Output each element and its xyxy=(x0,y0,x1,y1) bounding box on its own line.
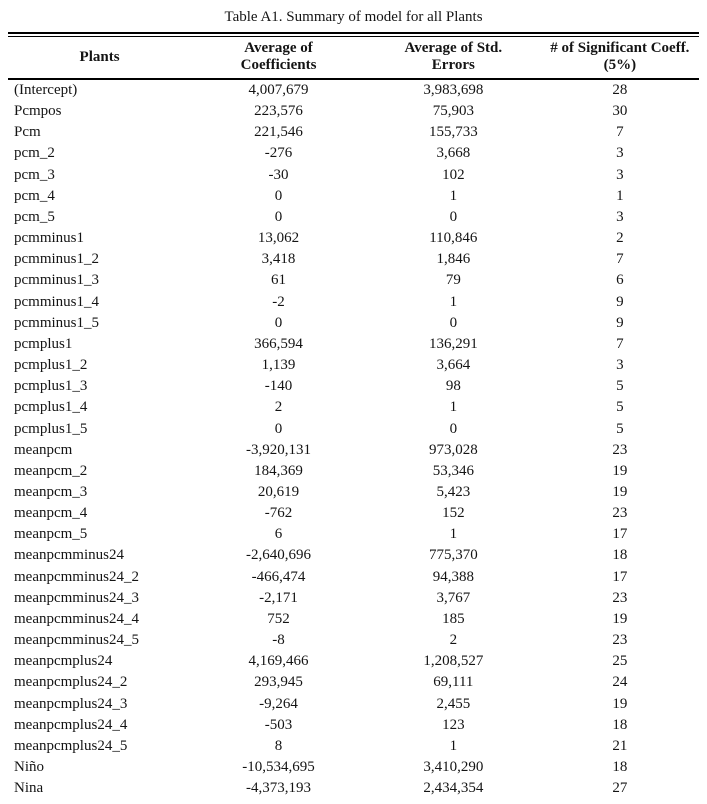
cell-plant: Pcm xyxy=(14,124,41,141)
cell-plant: pcm_3 xyxy=(14,166,55,183)
cell-average-coefficients: 13,062 xyxy=(257,230,300,247)
cell-average-coefficients: 20,619 xyxy=(257,483,300,500)
cell-average-coefficients: -276 xyxy=(264,145,293,162)
cell-significant-coeff: 7 xyxy=(616,335,624,352)
cell-plant: Pcmpos xyxy=(14,103,62,120)
table-row xyxy=(8,757,699,778)
cell-average-coefficients: -503 xyxy=(264,716,293,733)
table-row xyxy=(8,376,699,397)
cell-plant: meanpcm_4 xyxy=(14,505,88,522)
cell-average-coefficients: -762 xyxy=(264,505,293,522)
summary-table xyxy=(8,37,699,799)
column-header-significant-coeff xyxy=(541,37,699,79)
column-header-label: Average of Std. xyxy=(404,40,503,56)
cell-plant: Nina xyxy=(14,780,44,797)
cell-significant-coeff: 23 xyxy=(612,589,628,606)
column-header-label: Average of xyxy=(244,40,313,56)
cell-significant-coeff: 30 xyxy=(612,103,628,120)
cell-plant: pcm_4 xyxy=(14,187,55,204)
cell-significant-coeff: 7 xyxy=(616,124,624,141)
table-row xyxy=(8,143,699,164)
cell-plant: meanpcm_5 xyxy=(14,526,88,543)
cell-significant-coeff: 5 xyxy=(616,399,624,416)
column-header-label: Plants xyxy=(79,48,120,65)
cell-average-std-errors: 75,903 xyxy=(432,103,474,120)
cell-average-coefficients: -30 xyxy=(268,166,289,183)
table-row xyxy=(8,313,699,334)
cell-average-coefficients: 752 xyxy=(267,610,290,627)
cell-plant: pcmminus1_2 xyxy=(14,251,99,268)
cell-plant: pcm_2 xyxy=(14,145,55,162)
table-row xyxy=(8,630,699,651)
table-row xyxy=(8,461,699,482)
table-row xyxy=(8,567,699,588)
cell-significant-coeff: 17 xyxy=(612,568,628,585)
cell-plant: pcmplus1 xyxy=(14,335,73,352)
cell-average-coefficients: 0 xyxy=(274,314,283,331)
cell-average-coefficients: 0 xyxy=(274,187,283,204)
cell-average-std-errors: 0 xyxy=(449,314,458,331)
cell-average-coefficients: 0 xyxy=(274,420,283,437)
table-row xyxy=(8,207,699,228)
cell-average-std-errors: 1 xyxy=(449,399,458,416)
table-row xyxy=(8,482,699,503)
cell-significant-coeff: 9 xyxy=(616,314,624,331)
cell-average-coefficients: 3,418 xyxy=(261,251,296,268)
cell-significant-coeff: 3 xyxy=(616,208,624,225)
cell-average-std-errors: 5,423 xyxy=(436,483,471,500)
cell-average-std-errors: 973,028 xyxy=(428,441,478,458)
cell-average-coefficients: 1,139 xyxy=(261,357,296,374)
table-row xyxy=(8,186,699,207)
cell-average-coefficients: -2,171 xyxy=(259,589,298,606)
cell-significant-coeff: 5 xyxy=(616,420,624,437)
cell-significant-coeff: 18 xyxy=(612,716,628,733)
cell-average-coefficients: 61 xyxy=(271,272,287,289)
cell-average-coefficients: 184,369 xyxy=(254,462,303,479)
table-row xyxy=(8,334,699,355)
cell-significant-coeff: 25 xyxy=(612,653,628,670)
cell-average-std-errors: 155,733 xyxy=(428,124,478,141)
cell-average-std-errors: 1 xyxy=(449,293,458,310)
cell-average-std-errors: 110,846 xyxy=(429,230,478,247)
cell-average-coefficients: 8 xyxy=(274,737,283,754)
cell-plant: pcmminus1 xyxy=(14,230,84,247)
cell-average-coefficients: 0 xyxy=(274,208,283,225)
cell-average-coefficients: 4,007,679 xyxy=(248,82,309,98)
table-row xyxy=(8,524,699,545)
cell-average-std-errors: 98 xyxy=(445,378,461,395)
cell-average-coefficients: -140 xyxy=(264,378,293,395)
table-row xyxy=(8,355,699,376)
table-row xyxy=(8,736,699,757)
column-header-average-std-errors xyxy=(366,37,541,79)
table-header-row xyxy=(8,37,699,79)
cell-significant-coeff: 7 xyxy=(616,251,624,268)
cell-plant: meanpcmminus24_5 xyxy=(14,632,139,649)
cell-plant: pcmminus1_4 xyxy=(14,293,99,310)
cell-average-std-errors: 0 xyxy=(449,420,458,437)
cell-plant: pcmplus1_3 xyxy=(14,378,88,395)
cell-average-std-errors: 2,455 xyxy=(436,695,471,712)
cell-plant: meanpcmplus24_3 xyxy=(14,695,128,712)
cell-plant: meanpcmminus24_3 xyxy=(14,589,139,606)
cell-plant: (Intercept) xyxy=(14,82,78,98)
column-header-label: Coefficients xyxy=(240,57,317,73)
cell-significant-coeff: 18 xyxy=(612,759,628,775)
table-row xyxy=(8,545,699,566)
cell-average-std-errors: 123 xyxy=(442,716,465,733)
cell-average-coefficients: 2 xyxy=(274,399,283,416)
cell-average-std-errors: 79 xyxy=(445,272,461,289)
table-row xyxy=(8,249,699,270)
cell-average-std-errors: 2,434,354 xyxy=(423,780,484,797)
cell-average-coefficients: 6 xyxy=(274,526,283,543)
table-row xyxy=(8,715,699,736)
cell-significant-coeff: 19 xyxy=(612,483,628,500)
cell-average-std-errors: 1,846 xyxy=(436,251,471,268)
table-row xyxy=(8,397,699,418)
cell-significant-coeff: 18 xyxy=(612,547,628,564)
cell-average-std-errors: 1,208,527 xyxy=(423,653,484,670)
cell-average-coefficients: -466,474 xyxy=(251,568,306,585)
cell-average-coefficients: 4,169,466 xyxy=(248,653,309,670)
table-row xyxy=(8,588,699,609)
table-row xyxy=(8,228,699,249)
cell-plant: meanpcm xyxy=(14,441,73,458)
cell-significant-coeff: 19 xyxy=(612,610,628,627)
cell-significant-coeff: 27 xyxy=(612,780,628,797)
column-header-plants xyxy=(8,37,191,79)
table-row xyxy=(8,292,699,313)
cell-plant: pcmplus1_5 xyxy=(14,420,88,437)
cell-average-coefficients: -2,640,696 xyxy=(246,547,312,564)
cell-significant-coeff: 3 xyxy=(616,166,624,183)
cell-average-coefficients: -4,373,193 xyxy=(246,780,312,797)
cell-average-coefficients: -8 xyxy=(272,632,285,649)
column-header-label: Errors xyxy=(431,57,475,73)
column-header-label: # of Significant Coeff. xyxy=(550,40,690,56)
cell-plant: meanpcm_3 xyxy=(14,483,88,500)
cell-plant: meanpcmplus24_2 xyxy=(14,674,128,691)
cell-average-std-errors: 1 xyxy=(449,526,458,543)
cell-average-std-errors: 136,291 xyxy=(428,335,478,352)
cell-average-coefficients: 366,594 xyxy=(254,335,303,352)
cell-plant: pcmminus1_3 xyxy=(14,272,99,289)
cell-significant-coeff: 2 xyxy=(616,230,624,247)
cell-plant: meanpcmplus24_4 xyxy=(14,716,128,733)
cell-average-coefficients: -9,264 xyxy=(259,695,298,712)
table-row xyxy=(8,694,699,715)
cell-plant: meanpcmplus24_5 xyxy=(14,737,128,754)
cell-average-coefficients: -2 xyxy=(272,293,285,310)
cell-average-coefficients: 221,546 xyxy=(254,124,303,141)
table-body xyxy=(8,79,699,799)
cell-significant-coeff: 1 xyxy=(616,187,624,204)
cell-significant-coeff: 3 xyxy=(616,357,624,374)
table-row xyxy=(8,419,699,440)
cell-average-std-errors: 185 xyxy=(442,610,465,627)
cell-significant-coeff: 9 xyxy=(616,293,624,310)
cell-plant: meanpcmminus24_2 xyxy=(14,568,139,585)
cell-plant: pcmminus1_5 xyxy=(14,314,99,331)
cell-significant-coeff: 23 xyxy=(612,632,628,649)
cell-significant-coeff: 5 xyxy=(616,378,624,395)
cell-significant-coeff: 21 xyxy=(612,737,628,754)
cell-average-coefficients: -3,920,131 xyxy=(246,441,312,458)
cell-average-std-errors: 152 xyxy=(442,505,465,522)
table-row xyxy=(8,101,699,122)
column-header-average-coefficients xyxy=(191,37,366,79)
cell-average-coefficients: -10,534,695 xyxy=(242,759,315,775)
cell-plant: Niño xyxy=(14,759,44,775)
cell-significant-coeff: 24 xyxy=(612,674,628,691)
cell-plant: meanpcm_2 xyxy=(14,462,88,479)
cell-average-std-errors: 3,767 xyxy=(436,589,471,606)
table-row xyxy=(8,503,699,524)
table-row xyxy=(8,651,699,672)
table-header xyxy=(8,37,699,79)
table-row xyxy=(8,440,699,461)
cell-average-std-errors: 3,664 xyxy=(436,357,471,374)
cell-average-std-errors: 0 xyxy=(449,208,458,225)
table-row xyxy=(8,270,699,291)
cell-significant-coeff: 6 xyxy=(616,272,624,289)
cell-plant: pcmplus1_2 xyxy=(14,357,88,374)
table-row xyxy=(8,165,699,186)
table-row xyxy=(8,609,699,630)
cell-significant-coeff: 19 xyxy=(612,462,628,479)
cell-plant: pcm_5 xyxy=(14,208,55,225)
cell-average-std-errors: 1 xyxy=(449,737,458,754)
cell-significant-coeff: 19 xyxy=(612,695,628,712)
cell-significant-coeff: 23 xyxy=(612,441,628,458)
cell-average-std-errors: 775,370 xyxy=(428,547,478,564)
table-row xyxy=(8,122,699,143)
table-title: Table A1. Summary of model for all Plants xyxy=(224,9,483,25)
cell-average-std-errors: 3,983,698 xyxy=(423,82,484,98)
cell-average-std-errors: 1 xyxy=(449,187,458,204)
cell-average-coefficients: 293,945 xyxy=(254,674,303,691)
cell-significant-coeff: 28 xyxy=(612,82,628,98)
cell-average-std-errors: 3,668 xyxy=(436,145,471,162)
cell-significant-coeff: 17 xyxy=(612,526,628,543)
cell-plant: meanpcmminus24_4 xyxy=(14,610,139,627)
cell-significant-coeff: 3 xyxy=(616,145,624,162)
cell-average-std-errors: 69,111 xyxy=(433,674,474,691)
cell-average-coefficients: 223,576 xyxy=(254,103,303,120)
cell-average-std-errors: 3,410,290 xyxy=(423,759,484,775)
cell-average-std-errors: 102 xyxy=(442,166,465,183)
cell-average-std-errors: 53,346 xyxy=(432,462,474,479)
cell-average-std-errors: 2 xyxy=(449,632,458,649)
column-header-label: (5%) xyxy=(603,57,637,73)
cell-average-std-errors: 94,388 xyxy=(432,568,474,585)
cell-plant: meanpcmplus24 xyxy=(14,653,113,670)
cell-plant: pcmplus1_4 xyxy=(14,399,88,416)
table-row xyxy=(8,79,699,101)
cell-significant-coeff: 23 xyxy=(612,505,628,522)
table-row xyxy=(8,672,699,693)
cell-plant: meanpcmminus24 xyxy=(14,547,124,564)
table-row xyxy=(8,778,699,799)
